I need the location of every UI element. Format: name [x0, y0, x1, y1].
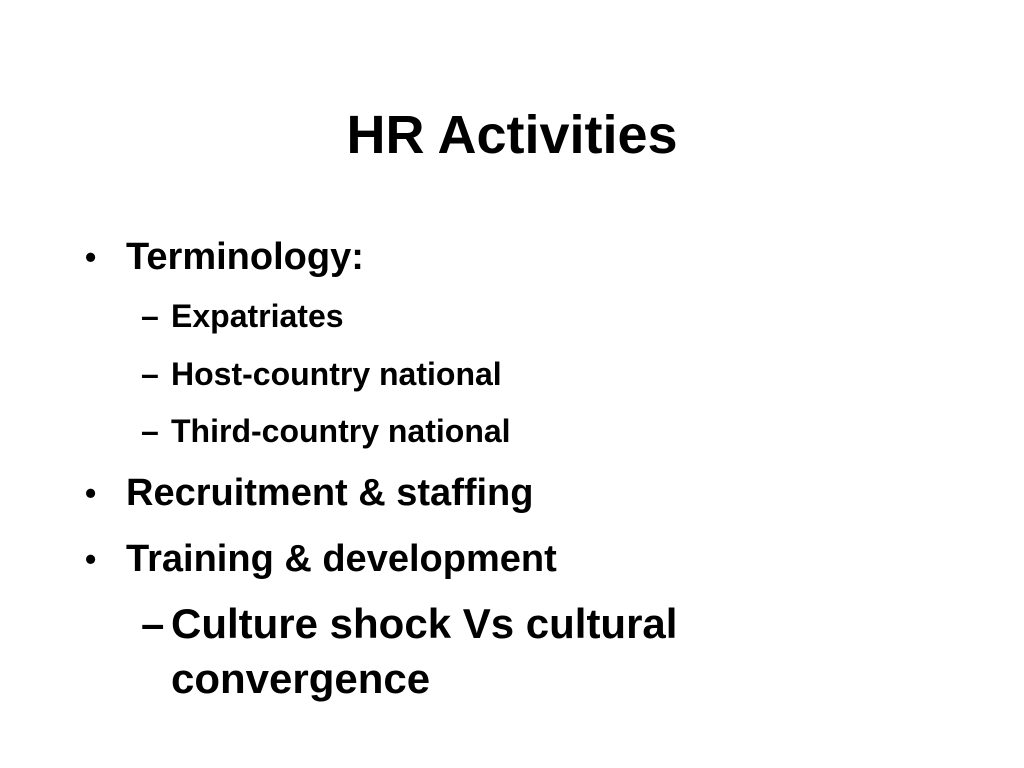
sub-bullet-marker: –: [141, 600, 165, 647]
bullet-text: Terminology:: [126, 236, 364, 278]
sub-bullet-text: Expatriates: [171, 298, 344, 334]
sub-bullet-text: Culture shock Vs cultural convergence: [171, 600, 678, 702]
bullet-text: Training & development: [126, 538, 557, 580]
sub-bullet-marker: –: [141, 413, 159, 449]
sub-bullet-marker: –: [141, 298, 159, 334]
bullet-marker: •: [85, 541, 97, 577]
sub-bullet-marker: –: [141, 356, 159, 392]
bullet-marker: •: [85, 239, 97, 275]
bullet-text: Recruitment & staffing: [126, 472, 534, 514]
slide-title: HR Activities: [346, 105, 678, 165]
sub-bullet-text: Host-country national: [171, 356, 502, 392]
sub-bullet-text: Third-country national: [171, 413, 511, 449]
bullet-marker: •: [85, 475, 97, 511]
